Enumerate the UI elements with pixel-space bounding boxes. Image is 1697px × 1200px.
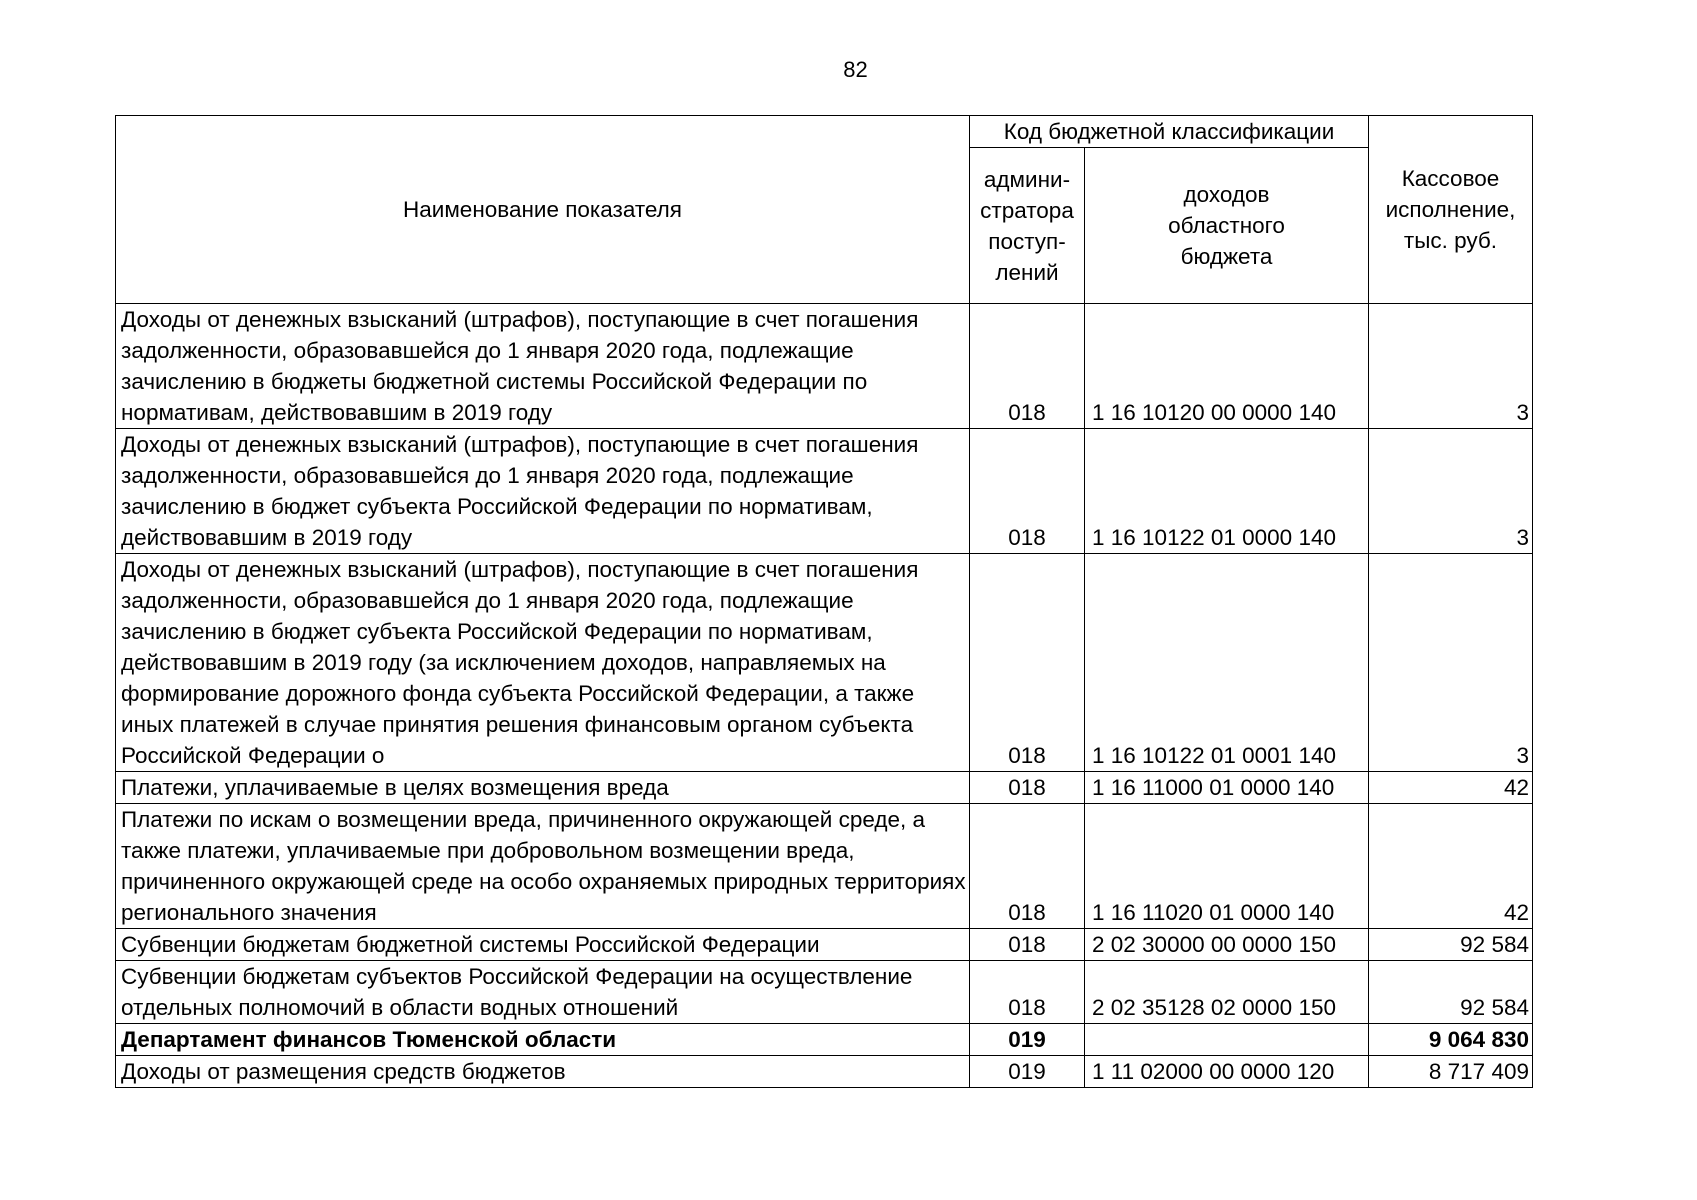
row-amount: 3 xyxy=(1369,554,1533,772)
row-admin-code: 018 xyxy=(970,554,1085,772)
row-name: Доходы от денежных взысканий (штрафов), поступающие в счет погашения задолженности, образовавшейся до 1 января 2020 года, подлежащие зачислению в бюджеты бюджетной системы Российской Федерации по нормативам, действовавшим в 2019 году xyxy=(116,304,970,429)
row-income-code: 2 02 35128 02 0000 150 xyxy=(1085,961,1369,1024)
row-amount: 42 xyxy=(1369,804,1533,929)
row-income-code: 1 16 11020 01 0000 140 xyxy=(1085,804,1369,929)
header-income-code: доходов областного бюджета xyxy=(1085,148,1369,304)
row-amount: 3 xyxy=(1369,304,1533,429)
row-name: Субвенции бюджетам субъектов Российской Федерации на осуществление отдельных полномочий в области водных отношений xyxy=(116,961,970,1024)
row-name: Доходы от размещения средств бюджетов xyxy=(116,1056,970,1088)
table-row xyxy=(116,554,1533,772)
row-admin-code: 018 xyxy=(970,429,1085,554)
row-name: Субвенции бюджетам бюджетной системы Российской Федерации xyxy=(116,929,970,961)
table-row xyxy=(116,961,1533,1024)
row-admin-code: 018 xyxy=(970,772,1085,804)
row-name: Платежи по искам о возмещении вреда, причиненного окружающей среде, а также платежи, уплачиваемые при добровольном возмещении вреда, причиненного окружающей среде на особо охраняемых природных территориях регионального значения xyxy=(116,804,970,929)
budget-table xyxy=(115,115,1533,1088)
row-amount: 42 xyxy=(1369,772,1533,804)
row-income-code: 1 16 10122 01 0001 140 xyxy=(1085,554,1369,772)
row-amount: 92 584 xyxy=(1369,929,1533,961)
table-row xyxy=(116,429,1533,554)
header-name: Наименование показателя xyxy=(116,116,970,304)
row-amount: 3 xyxy=(1369,429,1533,554)
row-amount: 92 584 xyxy=(1369,961,1533,1024)
page-number: 82 xyxy=(843,57,868,82)
row-income-code xyxy=(1085,1024,1369,1056)
row-name: Доходы от денежных взысканий (штрафов), поступающие в счет погашения задолженности, образовавшейся до 1 января 2020 года, подлежащие зачислению в бюджет субъекта Российской Федерации по нормативам, действовавшим в 2019 году xyxy=(116,429,970,554)
row-income-code: 1 16 11000 01 0000 140 xyxy=(1085,772,1369,804)
table-row-department xyxy=(116,1024,1533,1056)
header-admin: админи- стратора поступ- лений xyxy=(970,148,1085,304)
row-income-code: 1 11 02000 00 0000 120 xyxy=(1085,1056,1369,1088)
row-income-code: 1 16 10120 00 0000 140 xyxy=(1085,304,1369,429)
row-income-code: 2 02 30000 00 0000 150 xyxy=(1085,929,1369,961)
header-cash-execution: Кассовое исполнение, тыс. руб. xyxy=(1369,116,1533,304)
table-row xyxy=(116,804,1533,929)
row-admin-code: 019 xyxy=(970,1024,1085,1056)
row-admin-code: 018 xyxy=(970,961,1085,1024)
row-admin-code: 018 xyxy=(970,804,1085,929)
table-row xyxy=(116,304,1533,429)
row-name: Департамент финансов Тюменской области xyxy=(116,1024,970,1056)
table-row xyxy=(116,929,1533,961)
table-row xyxy=(116,772,1533,804)
row-amount: 8 717 409 xyxy=(1369,1056,1533,1088)
row-name: Доходы от денежных взысканий (штрафов), поступающие в счет погашения задолженности, образовавшейся до 1 января 2020 года, подлежащие зачислению в бюджет субъекта Российской Федерации по нормативам, действовавшим в 2019 году (за исключением доходов, направляемых на формирование дорожного фонда субъекта Российской Федерации, а также иных платежей в случае принятия решения финансовым органом субъекта Российской Федерации о xyxy=(116,554,970,772)
header-classification-code: Код бюджетной классификации xyxy=(970,116,1369,148)
row-admin-code: 019 xyxy=(970,1056,1085,1088)
row-income-code: 1 16 10122 01 0000 140 xyxy=(1085,429,1369,554)
table-row xyxy=(116,1056,1533,1088)
row-name: Платежи, уплачиваемые в целях возмещения вреда xyxy=(116,772,970,804)
row-admin-code: 018 xyxy=(970,304,1085,429)
row-amount: 9 064 830 xyxy=(1369,1024,1533,1056)
row-admin-code: 018 xyxy=(970,929,1085,961)
